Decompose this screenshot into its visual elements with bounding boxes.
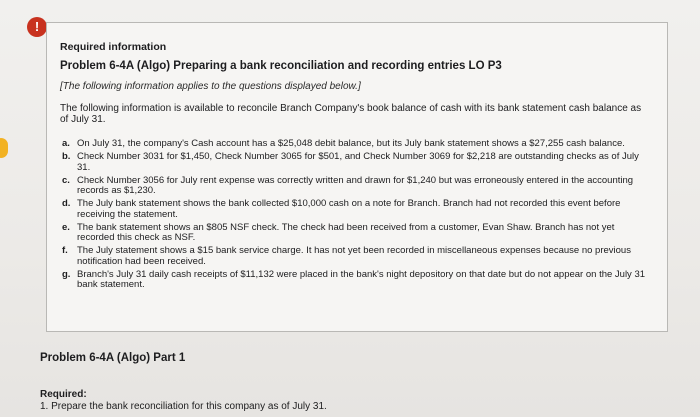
item-letter: b. xyxy=(62,151,71,162)
item-letter: d. xyxy=(62,198,71,209)
item-text: Check Number 3056 for July rent expense was correctly written and drawn for $1,240 but was erroneously entered in the accounting records as $1,230. xyxy=(77,174,634,196)
alert-icon: ! xyxy=(27,17,47,37)
required-information-card xyxy=(46,22,668,332)
list-item xyxy=(60,176,654,197)
item-text: On July 31, the company's Cash account has a $25,048 debit balance, but its July bank statement shows a $27,255 cash balance. xyxy=(77,138,625,149)
item-text: The July statement shows a $15 bank service charge. It has not yet been recorded in miscellaneous expenses because no previous notification had been received. xyxy=(77,245,631,267)
list-item xyxy=(60,152,654,173)
list-item xyxy=(60,199,654,220)
item-text: The bank statement shows an $805 NSF check. The check had been received from a customer, Evan Shaw. Branch has not yet recorded this check as NSF. xyxy=(77,221,615,243)
required-information-heading: Required information xyxy=(60,41,167,53)
item-text: Check Number 3031 for $1,450, Check Number 3065 for $501, and Check Number 3069 for $2,218 are outstanding checks as of July 31. xyxy=(77,151,639,173)
item-letter: a. xyxy=(62,138,70,149)
list-item xyxy=(60,246,654,267)
item-letter: g. xyxy=(62,268,71,280)
required-instruction: 1. Prepare the bank reconciliation for this company as of July 31. xyxy=(40,401,327,412)
applies-note: [The following information applies to the questions displayed below.] xyxy=(60,81,361,92)
list-item xyxy=(60,270,654,291)
problem-title: Problem 6-4A (Algo) Preparing a bank reconciliation and recording entries LO P3 xyxy=(60,60,502,72)
list-item xyxy=(60,223,654,244)
intro-paragraph: The following information is available to reconcile Branch Company's book balance of cash with its bank statement cash balance as of July 31. xyxy=(60,103,642,125)
required-label: Required: xyxy=(40,389,87,400)
information-list xyxy=(60,139,654,293)
item-letter: c. xyxy=(62,174,70,186)
item-text: Branch's July 31 daily cash receipts of $11,132 were placed in the bank's night depository on that date but do not appear on the July 31 bank statement. xyxy=(77,268,646,290)
side-tab-marker[interactable] xyxy=(0,138,8,158)
item-letter: f. xyxy=(62,245,68,256)
part-title: Problem 6-4A (Algo) Part 1 xyxy=(40,352,186,364)
item-text: The July bank statement shows the bank collected $10,000 cash on a note for Branch. Branch had not recorded this event before receiving the statement. xyxy=(77,198,621,220)
list-item xyxy=(60,139,654,150)
item-letter: e. xyxy=(62,221,70,233)
